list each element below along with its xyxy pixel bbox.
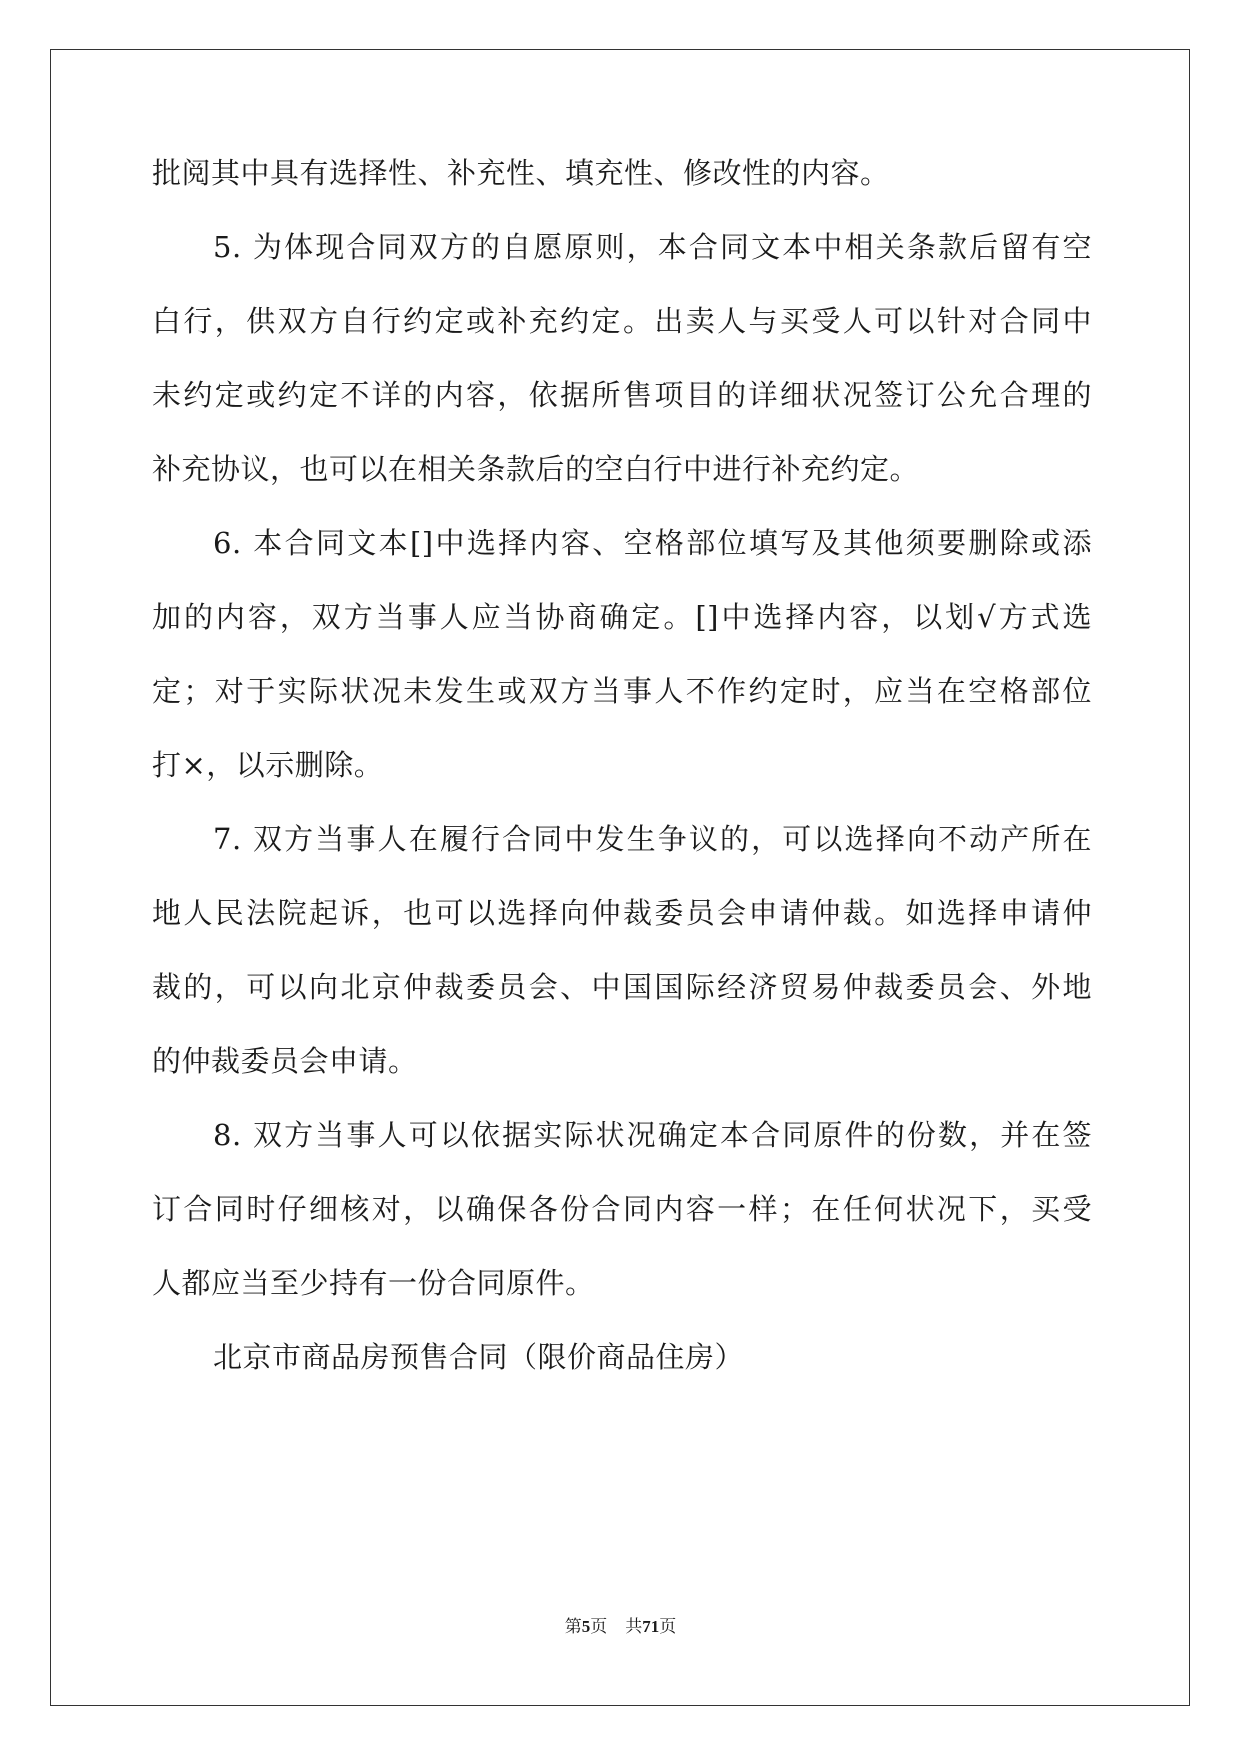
paragraph-8-line: 订合同时仔细核对，以确保各份合同内容一样；在任何状况下，买受 <box>152 1192 1092 1226</box>
total-suffix: 页 <box>659 1617 677 1636</box>
current-page-number: 5 <box>581 1617 591 1636</box>
paragraph-5-line: 5. 为体现合同双方的自愿原则，本合同文本中相关条款后留有空 <box>213 230 1092 264</box>
page-number-footer <box>0 1616 1241 1638</box>
paragraph-8-line: 人都应当至少持有一份合同原件。 <box>152 1266 595 1300</box>
paragraph-8-line: 8. 双方当事人可以依据实际状况确定本合同原件的份数，并在签 <box>213 1118 1092 1152</box>
paragraph-5-line: 补充协议，也可以在相关条款后的空白行中进行补充约定。 <box>152 452 920 486</box>
contract-title-line: 北京市商品房预售合同（限价商品住房） <box>213 1340 745 1374</box>
paragraph-6-line: 加的内容，双方当事人应当协商确定。[]中选择内容，以划√方式选 <box>152 600 1092 634</box>
total-prefix: 共 <box>625 1617 643 1636</box>
paragraph-6-line: 打×，以示删除。 <box>152 748 384 782</box>
total-page-count: 71 <box>642 1617 660 1636</box>
page-border <box>50 49 1190 1706</box>
paragraph-6-line: 6. 本合同文本[]中选择内容、空格部位填写及其他须要删除或添 <box>213 526 1092 560</box>
paragraph-7-line: 的仲裁委员会申请。 <box>152 1044 418 1078</box>
page-suffix: 页 <box>590 1617 608 1636</box>
paragraph-7-line: 裁的，可以向北京仲裁委员会、中国国际经济贸易仲裁委员会、外地 <box>152 970 1092 1004</box>
paragraph-6-line: 定；对于实际状况未发生或双方当事人不作约定时，应当在空格部位 <box>152 674 1092 708</box>
page-prefix: 第 <box>564 1617 582 1636</box>
paragraph-5-line: 未约定或约定不详的内容，依据所售项目的详细状况签订公允合理的 <box>152 378 1092 412</box>
text-line: 批阅其中具有选择性、补充性、填充性、修改性的内容。 <box>152 156 890 190</box>
paragraph-7-line: 地人民法院起诉，也可以选择向仲裁委员会申请仲裁。如选择申请仲 <box>152 896 1092 930</box>
paragraph-7-line: 7. 双方当事人在履行合同中发生争议的，可以选择向不动产所在 <box>213 822 1092 856</box>
paragraph-5-line: 白行，供双方自行约定或补充约定。出卖人与买受人可以针对合同中 <box>152 304 1092 338</box>
